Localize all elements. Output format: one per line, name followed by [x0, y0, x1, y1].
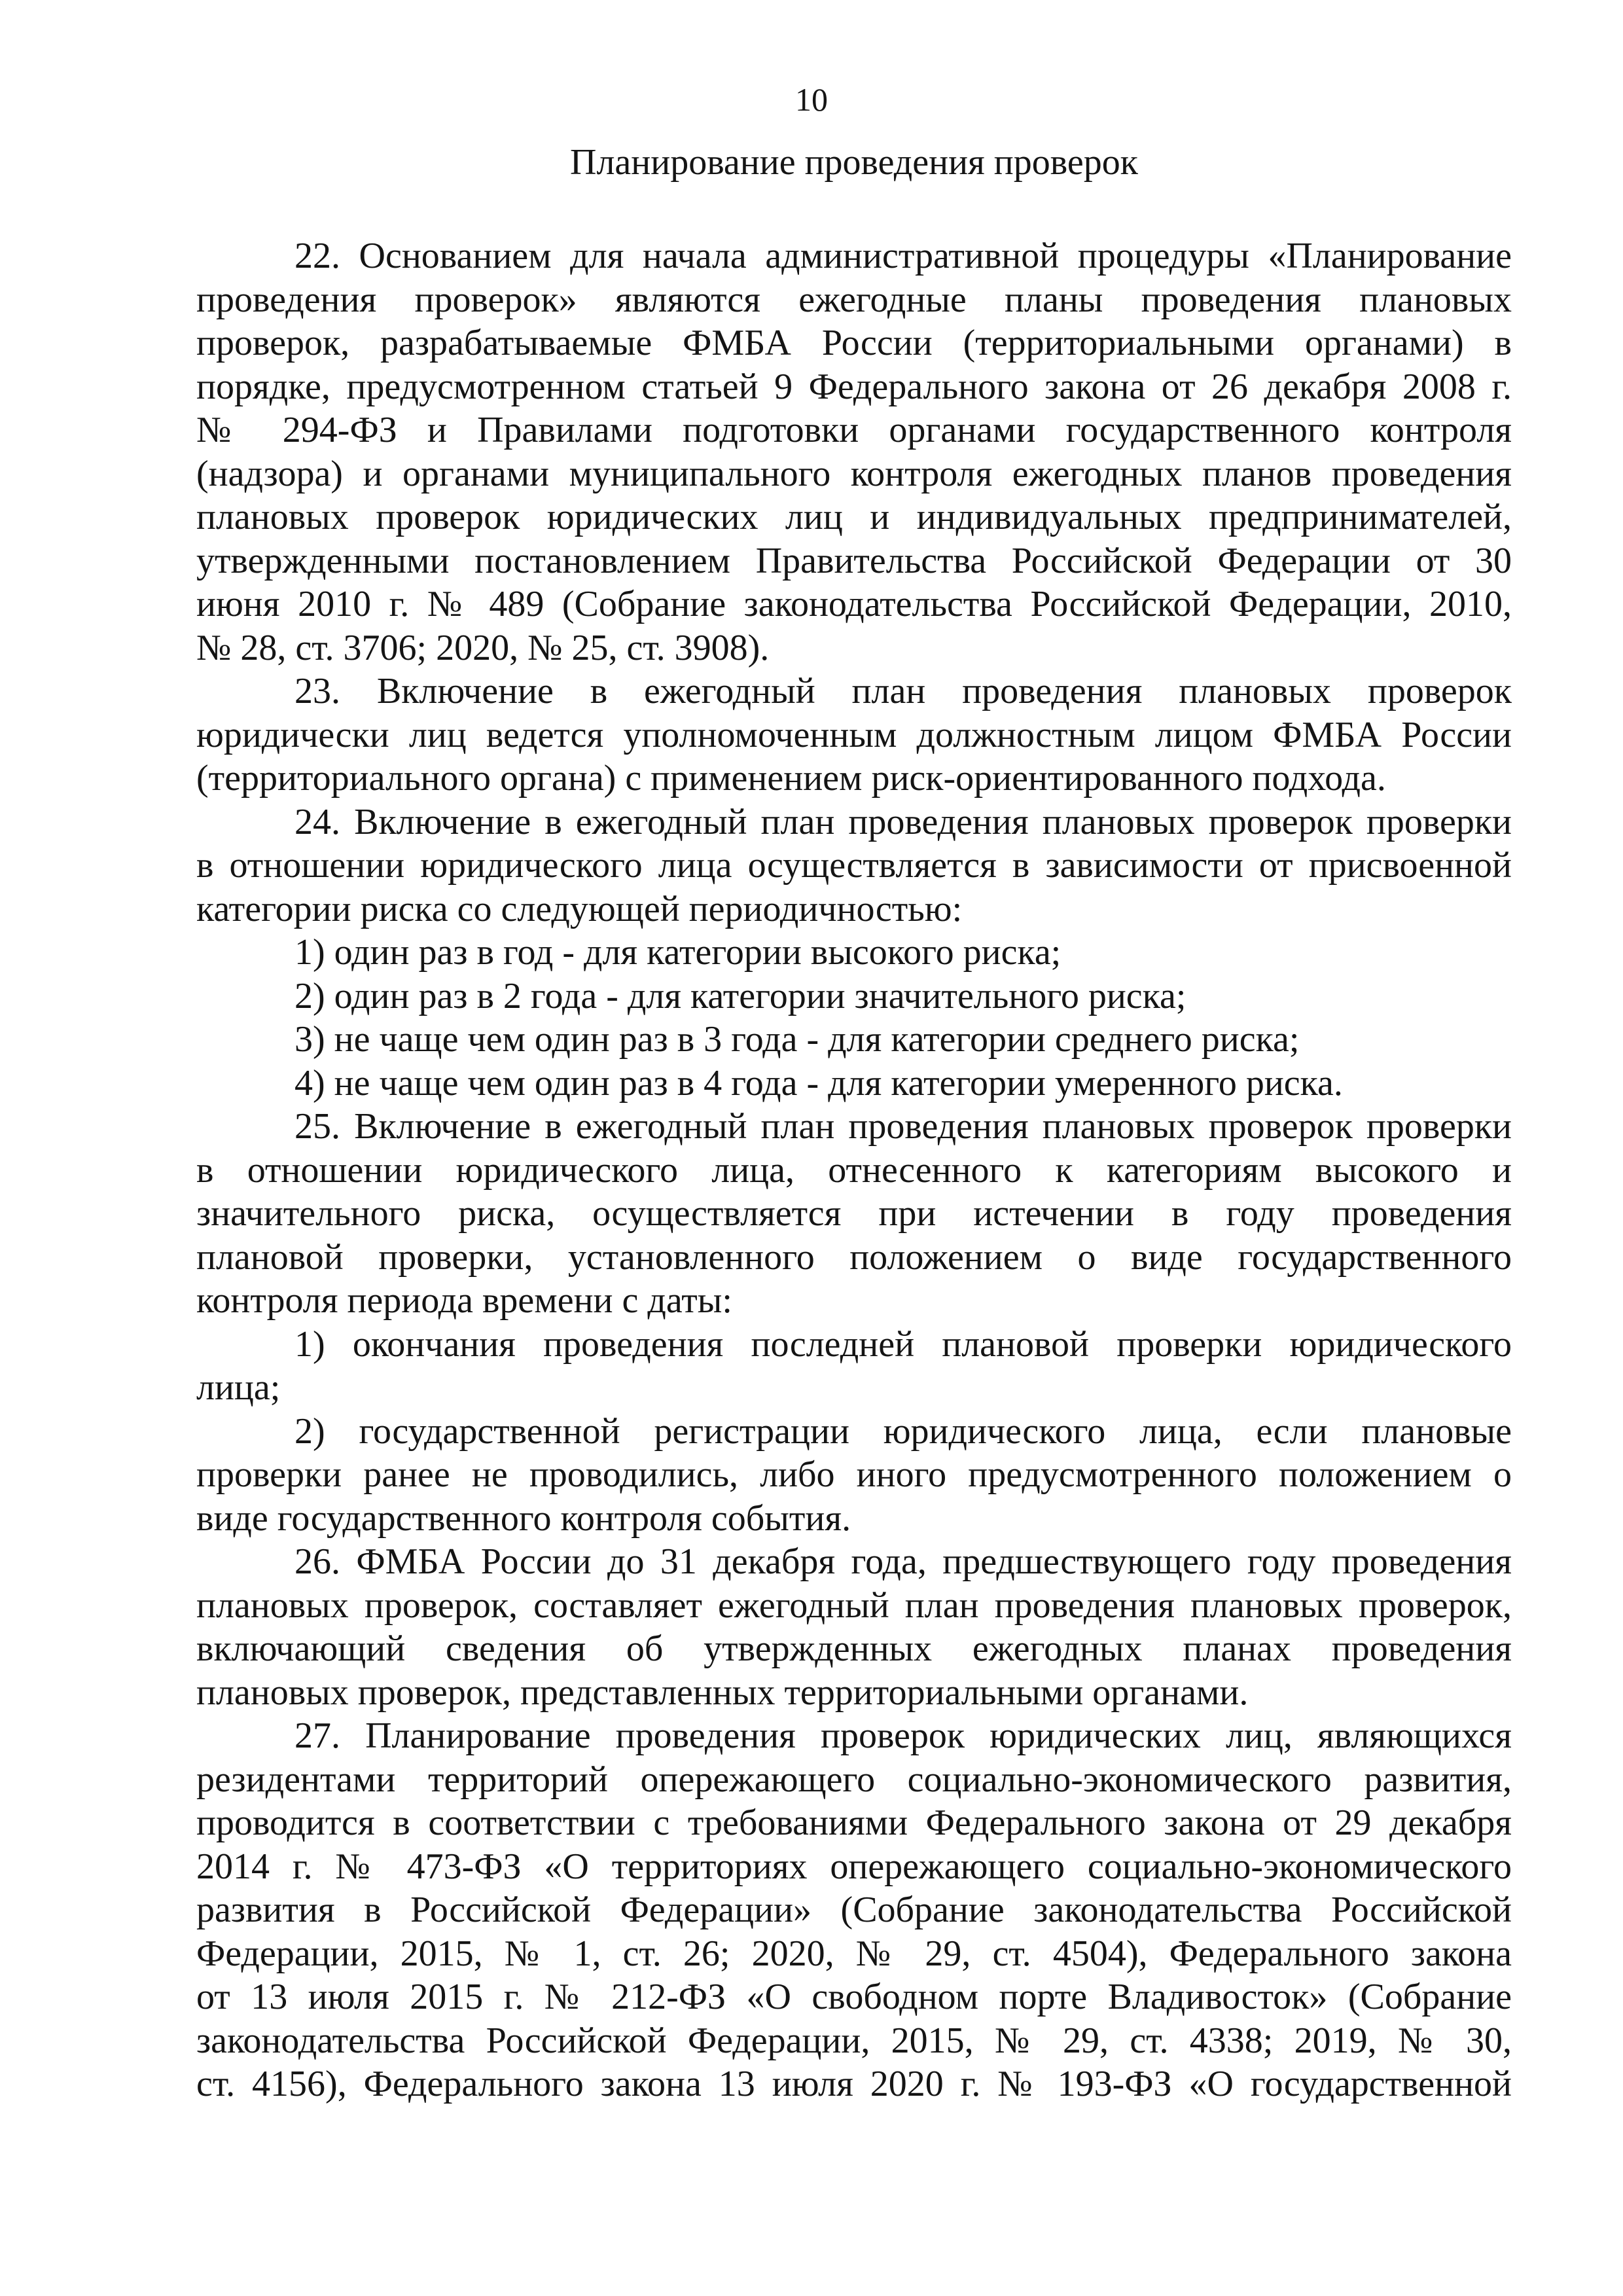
- text-line: 22. Основанием для начала административной процедуры «Планирование: [294, 236, 1512, 276]
- text-line: № 294-ФЗ и Правилами подготовки органами государственного контроля: [196, 410, 1512, 450]
- text-line: 2014 г. № 473-ФЗ «О территориях опережающего социально-экономического: [196, 1846, 1512, 1887]
- text-line: плановой проверки, установленного положением о виде государственного: [196, 1236, 1512, 1278]
- text-line: 25. Включение в ежегодный план проведения плановых проверок проверки: [294, 1106, 1512, 1147]
- text-line: 2) государственной регистрации юридического лица, если плановые: [294, 1410, 1512, 1452]
- text-line: включающий сведения об утвержденных ежегодных планах проведения: [196, 1628, 1512, 1669]
- text-line: виде государственного контроля события.: [196, 1498, 851, 1539]
- text-line: № 28, ст. 3706; 2020, № 25, ст. 3908).: [196, 627, 770, 668]
- text-line: плановых проверок, представленных территориальными органами.: [196, 1672, 1249, 1713]
- text-line: лица;: [196, 1367, 281, 1408]
- text-line: законодательства Российской Федерации, 2015, № 29, ст. 4338; 2019, № 30,: [196, 2020, 1512, 2061]
- text-line: юридически лиц ведется уполномоченным должностным лицом ФМБА России: [196, 714, 1512, 755]
- text-line: утвержденными постановлением Правительства Российской Федерации от 30: [196, 540, 1512, 581]
- text-line: порядке, предусмотренном статьей 9 Федерального закона от 26 декабря 2008 г.: [196, 366, 1512, 407]
- text-line: плановых проверок юридических лиц и индивидуальных предпринимателей,: [196, 497, 1512, 537]
- text-line: (территориального органа) с применением риск-ориентированного подхода.: [196, 758, 1386, 798]
- text-line: в отношении юридического лица, отнесенного к категориям высокого и: [196, 1149, 1512, 1191]
- text-line: 2) один раз в 2 года - для категории значительного риска;: [294, 975, 1186, 1016]
- text-line: 3) не чаще чем один раз в 3 года - для категории среднего риска;: [294, 1019, 1300, 1060]
- text-line: 24. Включение в ежегодный план проведения плановых проверок проверки: [294, 801, 1512, 842]
- text-line: июня 2010 г. № 489 (Собрание законодательства Российской Федерации, 2010,: [196, 584, 1512, 624]
- section-title: Планирование проведения проверок: [570, 142, 1138, 183]
- page-number: 10: [795, 81, 828, 118]
- text-line: плановых проверок, составляет ежегодный план проведения плановых проверок,: [196, 1585, 1512, 1626]
- document-body: [196, 234, 1512, 2106]
- text-line: контроля периода времени с даты:: [196, 1280, 732, 1321]
- text-line: в отношении юридического лица осуществляется в зависимости от присвоенной: [196, 845, 1512, 886]
- text-line: 1) окончания проведения последней плановой проверки юридического: [294, 1323, 1512, 1365]
- text-line: 26. ФМБА России до 31 декабря года, предшествующего году проведения: [294, 1541, 1512, 1582]
- text-line: значительного риска, осуществляется при истечении в году проведения: [196, 1193, 1512, 1234]
- text-line: проверок, разрабатываемые ФМБА России (территориальными органами) в: [196, 323, 1512, 363]
- text-line: от 13 июля 2015 г. № 212-ФЗ «О свободном порте Владивосток» (Собрание: [196, 1977, 1512, 2017]
- text-line: категории риска со следующей периодичностью:: [196, 888, 963, 929]
- text-line: резидентами территорий опережающего социально-экономического развития,: [196, 1759, 1512, 1800]
- text-line: проверки ранее не проводились, либо иного предусмотренного положением о: [196, 1454, 1512, 1495]
- text-line: Федерации, 2015, № 1, ст. 26; 2020, № 29, ст. 4504), Федерального закона: [196, 1933, 1512, 1974]
- text-line: ст. 4156), Федерального закона 13 июля 2020 г. № 193-ФЗ «О государственной: [196, 2064, 1512, 2104]
- text-line: 1) один раз в год - для категории высокого риска;: [294, 932, 1061, 973]
- text-line: 27. Планирование проведения проверок юридических лиц, являющихся: [294, 1715, 1512, 1756]
- text-line: 23. Включение в ежегодный план проведения плановых проверок: [294, 671, 1512, 711]
- text-line: (надзора) и органами муниципального контроля ежегодных планов проведения: [196, 453, 1512, 494]
- text-line: 4) не чаще чем один раз в 4 года - для категории умеренного риска.: [294, 1062, 1343, 1103]
- text-line: проведения проверок» являются ежегодные планы проведения плановых: [196, 279, 1512, 320]
- text-line: развития в Российской Федерации» (Собрание законодательства Российской: [196, 1890, 1512, 1930]
- text-line: проводится в соответствии с требованиями Федерального закона от 29 декабря: [196, 1803, 1512, 1843]
